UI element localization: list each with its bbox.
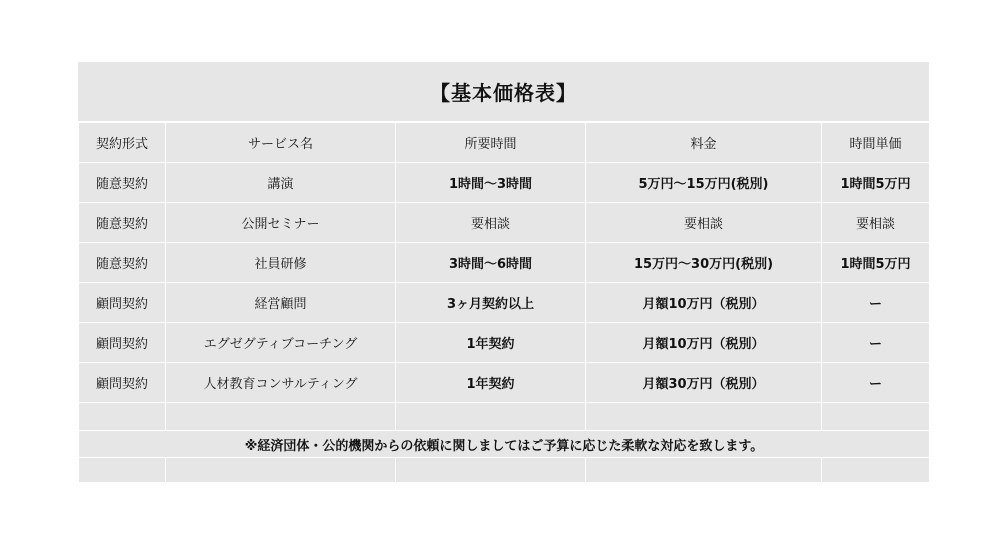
- empty-cell: [166, 403, 396, 431]
- cell-duration: 1時間～3時間: [396, 163, 586, 203]
- cell-duration: 3ヶ月契約以上: [396, 283, 586, 323]
- cell-service-name: 社員研修: [166, 243, 396, 283]
- cell-contract-type: 随意契約: [79, 163, 166, 203]
- cell-service-name: 公開セミナー: [166, 203, 396, 243]
- cell-fee: 月額10万円（税別）: [586, 323, 822, 363]
- cell-service-name: 経営顧問: [166, 283, 396, 323]
- header-hourly-rate: 時間単価: [822, 123, 930, 163]
- table-row: [79, 363, 930, 403]
- cell-hourly-rate: 1時間5万円: [822, 163, 930, 203]
- table-row: [79, 323, 930, 363]
- table-title: 【基本価格表】: [78, 62, 929, 122]
- cell-hourly-rate: ー: [822, 363, 930, 403]
- table-row: [79, 203, 930, 243]
- price-table: [78, 122, 930, 483]
- cell-fee: 5万円～15万円(税別): [586, 163, 822, 203]
- header-row: [79, 123, 930, 163]
- table-row: [79, 243, 930, 283]
- cell-hourly-rate: 要相談: [822, 203, 930, 243]
- header-service-name: サービス名: [166, 123, 396, 163]
- note-row: [79, 431, 930, 458]
- cell-contract-type: 顧問契約: [79, 323, 166, 363]
- cell-duration: 3時間～6時間: [396, 243, 586, 283]
- cell-contract-type: 随意契約: [79, 203, 166, 243]
- cell-duration: 1年契約: [396, 363, 586, 403]
- cell-hourly-rate: 1時間5万円: [822, 243, 930, 283]
- empty-row: [79, 403, 930, 431]
- empty-cell: [79, 403, 166, 431]
- table-row: [79, 283, 930, 323]
- cell-contract-type: 顧問契約: [79, 283, 166, 323]
- empty-cell: [822, 403, 930, 431]
- footnote: ※経済団体・公的機関からの依頼に関しましてはご予算に応じた柔軟な対応を致します。: [79, 431, 930, 458]
- cell-fee: 月額10万円（税別）: [586, 283, 822, 323]
- empty-row: [79, 458, 930, 483]
- cell-contract-type: 顧問契約: [79, 363, 166, 403]
- empty-cell: [396, 458, 586, 483]
- cell-contract-type: 随意契約: [79, 243, 166, 283]
- cell-fee: 15万円～30万円(税別): [586, 243, 822, 283]
- empty-cell: [586, 403, 822, 431]
- cell-fee: 要相談: [586, 203, 822, 243]
- cell-hourly-rate: ー: [822, 323, 930, 363]
- price-table-sheet: [78, 62, 929, 482]
- empty-cell: [166, 458, 396, 483]
- table-row: [79, 163, 930, 203]
- cell-service-name: エグゼグティブコーチング: [166, 323, 396, 363]
- header-fee: 料金: [586, 123, 822, 163]
- cell-fee: 月額30万円（税別）: [586, 363, 822, 403]
- empty-cell: [586, 458, 822, 483]
- empty-cell: [822, 458, 930, 483]
- cell-duration: 1年契約: [396, 323, 586, 363]
- header-duration: 所要時間: [396, 123, 586, 163]
- header-contract-type: 契約形式: [79, 123, 166, 163]
- cell-duration: 要相談: [396, 203, 586, 243]
- empty-cell: [79, 458, 166, 483]
- cell-hourly-rate: ー: [822, 283, 930, 323]
- empty-cell: [396, 403, 586, 431]
- cell-service-name: 講演: [166, 163, 396, 203]
- cell-service-name: 人材教育コンサルティング: [166, 363, 396, 403]
